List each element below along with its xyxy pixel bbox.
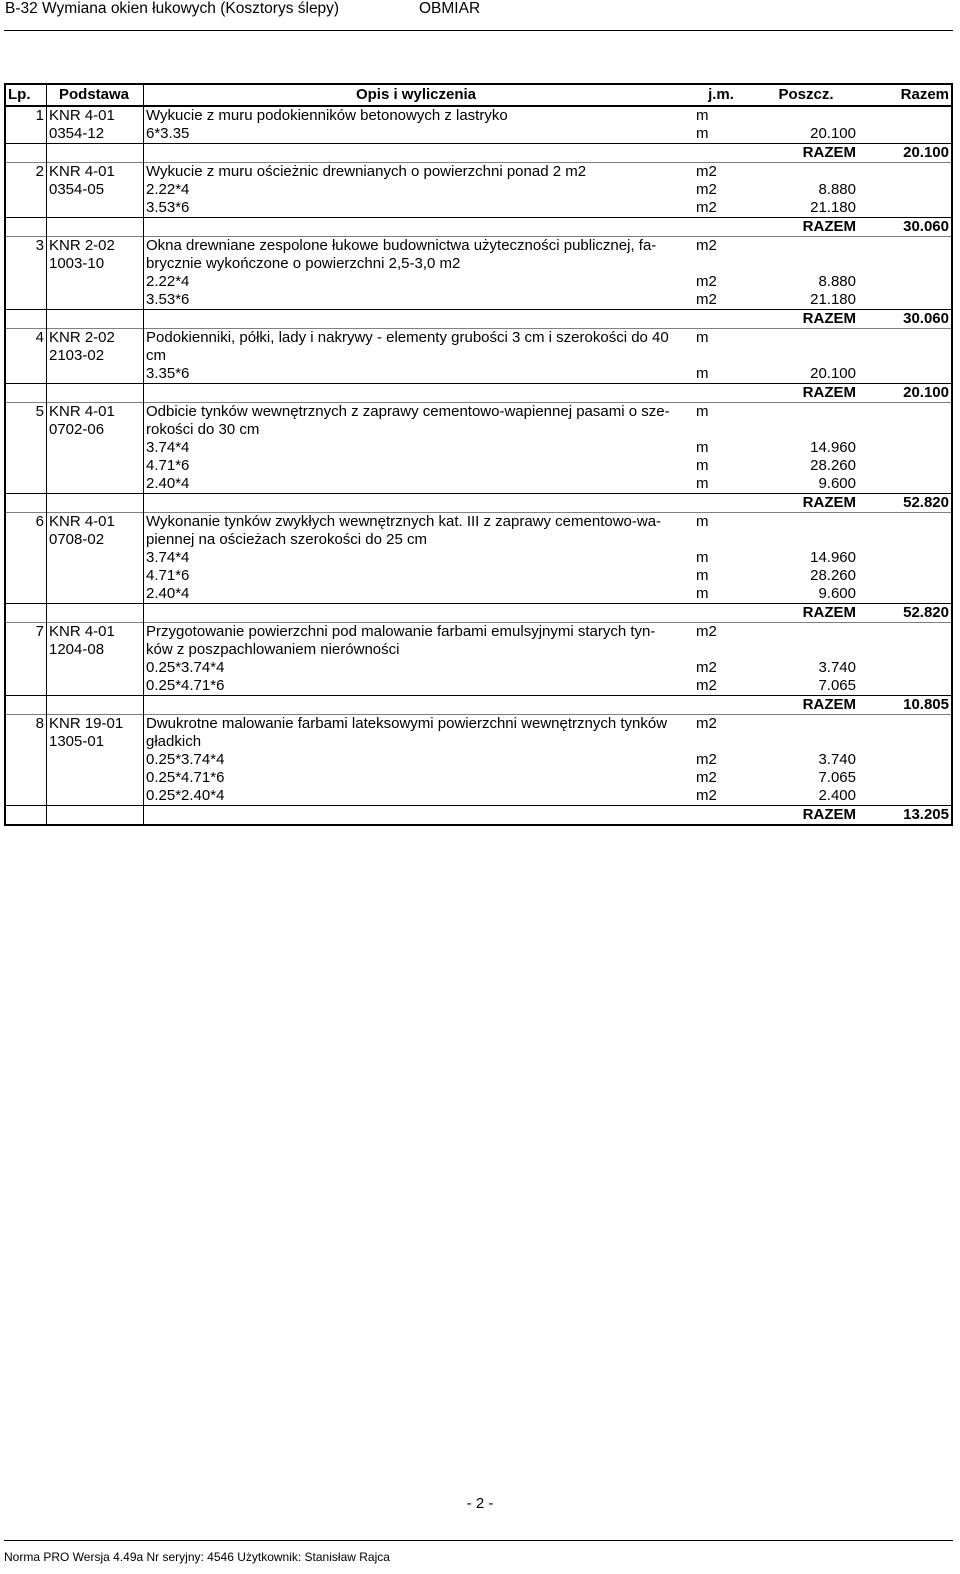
page-number: - 2 - — [466, 1495, 494, 1512]
position-basis: KNR 4-01 — [49, 107, 115, 124]
position-basis: KNR 2-02 — [49, 329, 115, 346]
calc-expression: 3.53*6 — [146, 291, 190, 308]
position-number: 5 — [35, 403, 44, 420]
calc-row — [6, 181, 951, 199]
position-unit: m — [696, 329, 709, 346]
position-description: Wykonanie tynków zwykłych wewnętrznych kat. III z zaprawy cementowo-wa- — [146, 513, 662, 530]
calc-unit: m2 — [696, 751, 717, 768]
calc-unit: m — [696, 365, 709, 382]
table-row — [6, 421, 951, 439]
position-basis: KNR 4-01 — [49, 403, 115, 420]
calc-value: 14.960 — [810, 439, 856, 456]
table-row — [6, 328, 951, 347]
total-row — [6, 805, 951, 824]
calc-row — [6, 291, 951, 309]
calc-unit: m2 — [696, 273, 717, 290]
calc-unit: m2 — [696, 769, 717, 786]
position-basis: KNR 2-02 — [49, 237, 115, 254]
position-unit: m2 — [696, 715, 717, 732]
total-row — [6, 217, 951, 236]
position-basis: 0708-02 — [49, 531, 105, 548]
total-value: 52.820 — [903, 494, 949, 511]
position-description: gładkich — [146, 733, 202, 750]
total-value: 20.100 — [903, 384, 949, 401]
calc-expression: 2.22*4 — [146, 181, 190, 198]
calc-value: 8.880 — [818, 181, 856, 198]
position-description: ków z poszpachlowaniem nierówności — [146, 641, 400, 658]
calc-value: 28.260 — [810, 567, 856, 584]
total-value: 30.060 — [903, 218, 949, 235]
total-row — [6, 695, 951, 714]
calc-row — [6, 199, 951, 217]
calc-row — [6, 787, 951, 805]
calc-unit: m2 — [696, 291, 717, 308]
table-row — [6, 622, 951, 641]
calc-unit: m — [696, 567, 709, 584]
position-basis: 2103-02 — [49, 347, 105, 364]
position-description: rokości do 30 cm — [146, 421, 260, 438]
calc-row — [6, 365, 951, 383]
calc-unit: m — [696, 125, 709, 142]
position-basis: KNR 4-01 — [49, 513, 115, 530]
calc-unit: m2 — [696, 181, 717, 198]
position-basis: KNR 4-01 — [49, 623, 115, 640]
total-label: RAZEM — [802, 310, 856, 327]
calc-row — [6, 567, 951, 585]
table-row — [6, 531, 951, 549]
total-label: RAZEM — [802, 494, 856, 511]
calc-unit: m — [696, 549, 709, 566]
header-divider — [4, 30, 953, 31]
calc-expression: 0.25*3.74*4 — [146, 751, 225, 768]
calc-unit: m2 — [696, 659, 717, 676]
calc-expression: 4.71*6 — [146, 567, 190, 584]
total-row — [6, 143, 951, 162]
calc-expression: 0.25*4.71*6 — [146, 769, 225, 786]
calc-value: 20.100 — [810, 125, 856, 142]
table-row — [6, 641, 951, 659]
calc-row — [6, 549, 951, 567]
table-row — [6, 255, 951, 273]
table-row — [6, 402, 951, 421]
total-value: 20.100 — [903, 144, 949, 161]
calc-value: 21.180 — [810, 291, 856, 308]
position-description: Odbicie tynków wewnętrznych z zaprawy cementowo-wapiennej pasami o sze- — [146, 403, 670, 420]
table-row — [6, 347, 951, 365]
calc-unit: m2 — [696, 787, 717, 804]
calc-row — [6, 475, 951, 493]
position-basis: 0702-06 — [49, 421, 105, 438]
calc-unit: m2 — [696, 199, 717, 216]
software-info: Norma PRO Wersja 4.49a Nr seryjny: 4546 Użytkownik: Stanisław Rajca — [4, 1550, 390, 1564]
calc-unit: m — [696, 439, 709, 456]
position-basis: 1305-01 — [49, 733, 105, 750]
table-row — [6, 714, 951, 733]
total-value: 52.820 — [903, 604, 949, 621]
col-razem: Razem — [900, 86, 949, 103]
calc-expression: 3.53*6 — [146, 199, 190, 216]
position-number: 7 — [35, 623, 44, 640]
calc-expression: 2.22*4 — [146, 273, 190, 290]
position-basis: 0354-05 — [49, 181, 105, 198]
position-number: 4 — [35, 329, 44, 346]
footer-divider — [4, 1540, 953, 1541]
calc-unit: m2 — [696, 677, 717, 694]
total-value: 30.060 — [903, 310, 949, 327]
position-description: Dwukrotne malowanie farbami lateksowymi powierzchni wewnętrznych tynków — [146, 715, 668, 732]
position-number: 3 — [35, 237, 44, 254]
calc-row — [6, 659, 951, 677]
position-number: 8 — [35, 715, 44, 732]
col-jm: j.m. — [708, 86, 734, 103]
table-row — [6, 162, 951, 181]
total-row — [6, 493, 951, 512]
position-description: piennej na ościeżach szerokości do 25 cm — [146, 531, 427, 548]
calc-value: 7.065 — [818, 769, 856, 786]
calc-row — [6, 769, 951, 787]
col-poszcz: Poszcz. — [778, 86, 834, 103]
calc-expression: 2.40*4 — [146, 475, 190, 492]
position-basis: 1003-10 — [49, 255, 105, 272]
calc-expression: 2.40*4 — [146, 585, 190, 602]
calc-expression: 0.25*2.40*4 — [146, 787, 225, 804]
total-label: RAZEM — [802, 604, 856, 621]
calc-expression: 3.35*6 — [146, 365, 190, 382]
calc-value: 20.100 — [810, 365, 856, 382]
position-unit: m — [696, 403, 709, 420]
total-label: RAZEM — [802, 218, 856, 235]
position-description: Przygotowanie powierzchni pod malowanie farbami emulsyjnymi starych tyn- — [146, 623, 656, 640]
position-unit: m — [696, 513, 709, 530]
col-lp: Lp. — [8, 86, 31, 103]
calc-expression: 4.71*6 — [146, 457, 190, 474]
table-row — [6, 733, 951, 751]
calc-value: 28.260 — [810, 457, 856, 474]
position-number: 1 — [35, 107, 44, 124]
calc-value: 21.180 — [810, 199, 856, 216]
calc-value: 3.740 — [818, 659, 856, 676]
calc-value: 2.400 — [818, 787, 856, 804]
table-header — [6, 85, 951, 107]
position-description: Podokienniki, półki, lady i nakrywy - elementy grubości 3 cm i szerokości do 40 — [146, 329, 669, 346]
position-description: brycznie wykończone o powierzchni 2,5-3,0 m2 — [146, 255, 461, 272]
calc-row — [6, 677, 951, 695]
calc-expression: 3.74*4 — [146, 549, 190, 566]
calc-unit: m — [696, 475, 709, 492]
position-description: Okna drewniane zespolone łukowe budownictwa użyteczności publicznej, fa- — [146, 237, 657, 254]
calc-expression: 0.25*4.71*6 — [146, 677, 225, 694]
section-title: OBMIAR — [419, 0, 481, 17]
position-basis: KNR 4-01 — [49, 163, 115, 180]
table-row — [6, 107, 951, 125]
col-opis: Opis i wyliczenia — [355, 86, 477, 103]
calc-expression: 0.25*3.74*4 — [146, 659, 225, 676]
calc-value: 3.740 — [818, 751, 856, 768]
position-basis: 0354-12 — [49, 125, 105, 142]
total-row — [6, 603, 951, 622]
calc-row — [6, 273, 951, 291]
calc-value: 14.960 — [810, 549, 856, 566]
calc-value: 9.600 — [818, 585, 856, 602]
calc-row — [6, 125, 951, 143]
position-unit: m2 — [696, 237, 717, 254]
total-value: 10.805 — [903, 696, 949, 713]
calc-expression: 3.74*4 — [146, 439, 190, 456]
col-podstawa: Podstawa — [58, 86, 130, 103]
position-basis: KNR 19-01 — [49, 715, 124, 732]
calc-unit: m — [696, 585, 709, 602]
column-divider — [143, 85, 144, 824]
total-label: RAZEM — [802, 384, 856, 401]
position-basis: 1204-08 — [49, 641, 105, 658]
calc-value: 8.880 — [818, 273, 856, 290]
calc-value: 7.065 — [818, 677, 856, 694]
document-title: B-32 Wymiana okien łukowych (Kosztorys ślepy) — [5, 0, 340, 17]
obmiar-table — [4, 83, 953, 826]
table-row — [6, 236, 951, 255]
calc-row — [6, 751, 951, 769]
calc-row — [6, 457, 951, 475]
total-label: RAZEM — [802, 696, 856, 713]
calc-expression: 6*3.35 — [146, 125, 190, 142]
calc-row — [6, 439, 951, 457]
position-number: 6 — [35, 513, 44, 530]
table-body — [6, 107, 951, 824]
position-unit: m2 — [696, 163, 717, 180]
calc-value: 9.600 — [818, 475, 856, 492]
total-row — [6, 309, 951, 328]
position-description: cm — [146, 347, 166, 364]
total-value: 13.205 — [903, 806, 949, 823]
position-unit: m — [696, 107, 709, 124]
total-label: RAZEM — [802, 806, 856, 823]
position-description: Wykucie z muru podokienników betonowych z lastryko — [146, 107, 508, 124]
total-row — [6, 383, 951, 402]
table-row — [6, 512, 951, 531]
calc-row — [6, 585, 951, 603]
column-divider — [46, 85, 47, 824]
calc-unit: m — [696, 457, 709, 474]
position-number: 2 — [35, 163, 44, 180]
position-description: Wykucie z muru ościeżnic drewnianych o powierzchni ponad 2 m2 — [146, 163, 587, 180]
total-label: RAZEM — [802, 144, 856, 161]
position-unit: m2 — [696, 623, 717, 640]
